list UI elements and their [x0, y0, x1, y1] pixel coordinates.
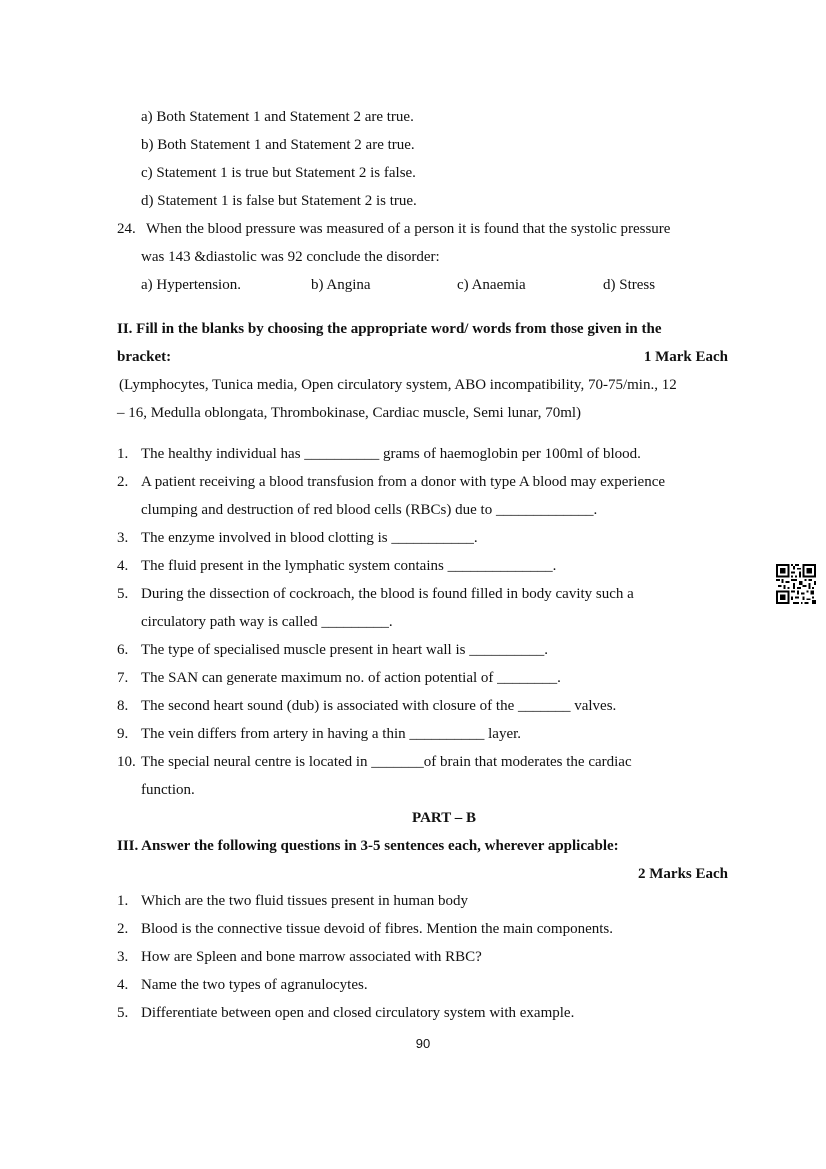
- q24-number: 24.: [117, 221, 136, 237]
- section2-marks: 1 Mark Each: [643, 349, 728, 365]
- q24-option-c: c) Anaemia: [457, 277, 526, 293]
- fill-blank-item: The type of specialised muscle present in heart wall is __________.: [141, 642, 548, 658]
- question-text: Which are the two fluid tissues present in human body: [141, 893, 469, 909]
- q24-text-line1: When the blood pressure was measured of a person it is found that the systolic pressure: [146, 221, 671, 237]
- fill-blank-item: During the dissection of cockroach, the blood is found filled in body cavity such a: [141, 586, 634, 602]
- fill-blank-item: The second heart sound (dub) is associated with closure of the _______ valves.: [141, 698, 617, 714]
- word-bank-line1: (Lymphocytes, Tunica media, Open circulatory system, ABO incompatibility, 70-75/min., 12: [119, 377, 677, 393]
- question-text: How are Spleen and bone marrow associated with RBC?: [141, 949, 482, 965]
- qr-code-icon: [776, 564, 816, 604]
- fill-blank-item: The SAN can generate maximum no. of action potential of ________.: [141, 670, 561, 686]
- fill-blank-item-cont: function.: [141, 782, 195, 798]
- question-number: 2.: [117, 921, 129, 937]
- q24-text-line2: was 143 &diastolic was 92 conclude the disorder:: [141, 249, 440, 265]
- fill-blank-number: 5.: [117, 586, 129, 602]
- fill-blank-item: A patient receiving a blood transfusion from a donor with type A blood may experience: [141, 474, 666, 490]
- section3-heading: III. Answer the following questions in 3-5 sentences each, wherever applicable:: [117, 838, 619, 854]
- fill-blank-number: 1.: [117, 446, 129, 462]
- fill-blank-item: The vein differs from artery in having a thin __________ layer.: [141, 726, 522, 742]
- question-text: Name the two types of agranulocytes.: [141, 977, 368, 993]
- section2-heading-cont: bracket:: [117, 349, 172, 365]
- fill-blank-item: The healthy individual has __________ grams of haemoglobin per 100ml of blood.: [141, 446, 641, 462]
- q24-option-b: b) Angina: [311, 277, 371, 293]
- q23-option-a: a) Both Statement 1 and Statement 2 are true.: [141, 109, 414, 125]
- fill-blank-number: 8.: [117, 698, 129, 714]
- q24-option-d: d) Stress: [603, 277, 656, 293]
- q24-option-a: a) Hypertension.: [141, 277, 241, 293]
- question-number: 3.: [117, 949, 129, 965]
- section2-heading: II. Fill in the blanks by choosing the appropriate word/ words from those given in the: [117, 321, 662, 337]
- q23-option-d: d) Statement 1 is false but Statement 2 is true.: [141, 193, 417, 209]
- fill-blank-number: 7.: [117, 670, 129, 686]
- fill-blank-item: The enzyme involved in blood clotting is ___________.: [141, 530, 478, 546]
- fill-blank-number: 2.: [117, 474, 129, 490]
- fill-blank-item-cont: circulatory path way is called _________.: [141, 614, 393, 630]
- fill-blank-item: The special neural centre is located in _______of brain that moderates the cardiac: [141, 754, 632, 770]
- fill-blank-item-cont: clumping and destruction of red blood cells (RBCs) due to _____________.: [141, 502, 598, 518]
- page-number: 90: [415, 1036, 431, 1051]
- word-bank-line2: – 16, Medulla oblongata, Thrombokinase, Cardiac muscle, Semi lunar, 70ml): [117, 405, 582, 421]
- question-number: 5.: [117, 1005, 129, 1021]
- question-number: 1.: [117, 893, 129, 909]
- q23-option-b: b) Both Statement 1 and Statement 2 are true.: [141, 137, 415, 153]
- fill-blank-item: The fluid present in the lymphatic system contains ______________.: [141, 558, 557, 574]
- question-text: Differentiate between open and closed circulatory system with example.: [141, 1005, 575, 1021]
- fill-blank-number: 9.: [117, 726, 129, 742]
- part-b-title: PART – B: [412, 810, 476, 826]
- question-text: Blood is the connective tissue devoid of fibres. Mention the main components.: [141, 921, 613, 937]
- section3-marks: 2 Marks Each: [638, 866, 728, 882]
- question-number: 4.: [117, 977, 129, 993]
- q23-option-c: c) Statement 1 is true but Statement 2 is false.: [141, 165, 416, 181]
- fill-blank-number: 3.: [117, 530, 129, 546]
- fill-blank-number: 10.: [117, 754, 136, 770]
- fill-blank-number: 4.: [117, 558, 129, 574]
- fill-blank-number: 6.: [117, 642, 129, 658]
